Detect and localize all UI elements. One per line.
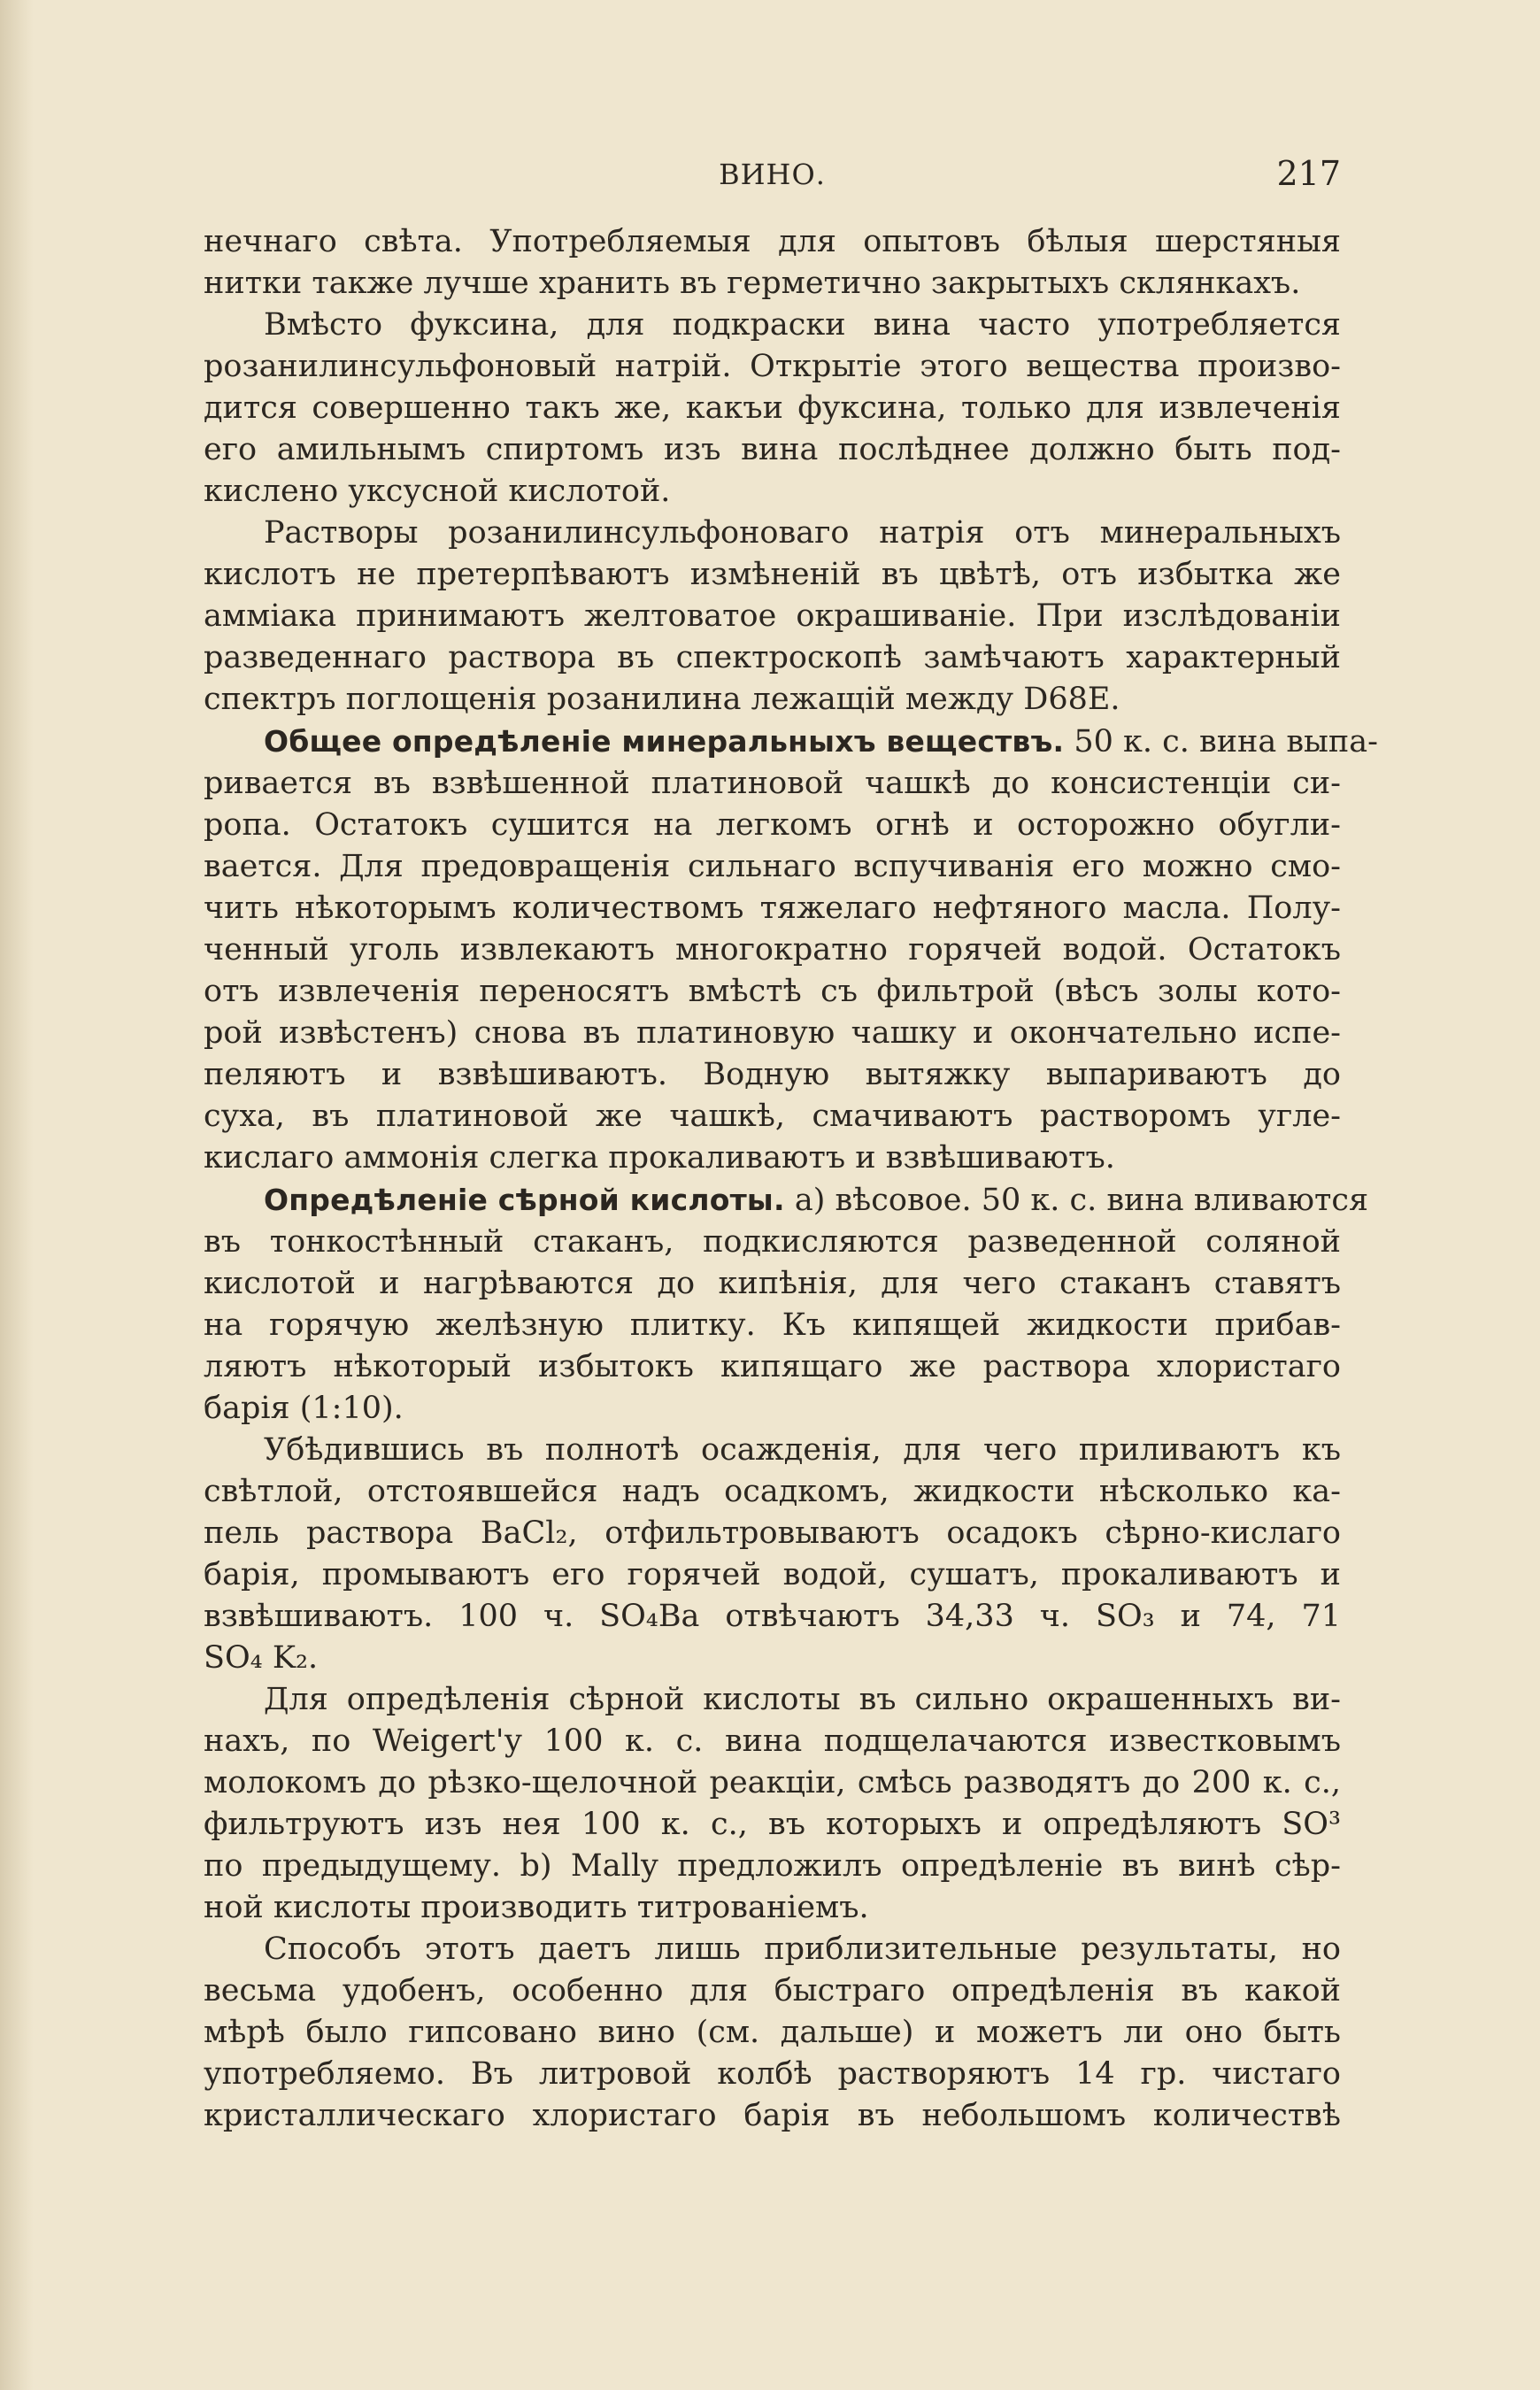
paragraph-line: ной кислоты производить титрованіемъ. <box>204 1890 869 1925</box>
paragraph-line: свѣтлой, отстоявшейся надъ осадкомъ, жидкости нѣсколько ка- <box>204 1474 1341 1509</box>
page-number: 217 <box>1276 154 1341 193</box>
paragraph-line <box>204 1179 1369 1222</box>
paragraph-line: нахъ, по Weigert'у 100 к. с. вина подщелачаются известковымъ <box>204 1723 1341 1759</box>
paragraph <box>204 1929 1341 2137</box>
paragraph-line: ропа. Остатокъ сушится на легкомъ огнѣ и осторожно обугли- <box>204 807 1341 843</box>
paragraph <box>204 1430 1341 1679</box>
paragraph-line: спектръ поглощенія розанилина лежащій между D68E. <box>204 682 1120 717</box>
paragraph-line: пель раствора BaCl₂, отфильтровываютъ осадокъ сѣрно-кислаго <box>204 1515 1341 1551</box>
running-title: ВИНО. <box>719 158 826 191</box>
paragraph <box>204 305 1341 513</box>
paragraph-line: ляютъ нѣкоторый избытокъ кипящаго же раствора хлористаго <box>204 1349 1341 1384</box>
paragraph-line: въ тонкостѣнный стаканъ, подкисляются разведенной соляной <box>204 1224 1341 1260</box>
paragraph-line: ривается въ взвѣшенной платиновой чашкѣ до консистенціи си- <box>204 766 1341 801</box>
paragraph-line: по предыдущему. b) Mally предложилъ опредѣленіе въ винѣ сѣр- <box>204 1848 1341 1884</box>
paragraph-line: Убѣдившись въ полнотѣ осажденія, для чего приливаютъ къ <box>264 1432 1341 1468</box>
page-header <box>204 154 1341 202</box>
paragraph-line: молокомъ до рѣзко-щелочной реакціи, смѣсь разводятъ до 200 к. с., <box>204 1765 1341 1800</box>
paragraph-line: фильтруютъ изъ нея 100 к. с., въ которыхъ и опредѣляютъ SO³ <box>204 1807 1341 1842</box>
paragraph-line: розанилинсульфоновый натрій. Открытіе этого вещества произво- <box>204 349 1341 384</box>
paragraph-line: кислотъ не претерпѣваютъ измѣненій въ цвѣтѣ, отъ избытка же <box>204 557 1341 592</box>
run-in-continuation: 50 к. с. вина выпа- <box>1064 724 1378 759</box>
run-in-heading: Опредѣленіе сѣрной кислоты. <box>264 1183 785 1217</box>
paragraph-line: вается. Для предовращенія сильнаго вспучиванія его можно смо- <box>204 849 1341 884</box>
paragraph-line: взвѣшиваютъ. 100 ч. SO₄Ba отвѣчаютъ 34,33 ч. SO₃ и 74, 71 <box>204 1599 1341 1634</box>
paragraph-line: Растворы розанилинсульфоноваго натрія отъ минеральныхъ <box>264 515 1341 551</box>
paragraph-line: употребляемо. Въ литровой колбѣ растворяютъ 14 гр. чистаго <box>204 2056 1341 2092</box>
run-in-heading: Общее опредѣленіе минеральныхъ веществъ. <box>264 724 1065 759</box>
paragraph-line: нечнаго свѣта. Употребляемыя для опытовъ бѣлыя шерстяныя <box>204 224 1341 259</box>
paragraph-line: Способъ этотъ даетъ лишь приблизительные результаты, но <box>264 1931 1341 1967</box>
paragraph-line: амміака принимаютъ желтоватое окрашиваніе. При изслѣдованіи <box>204 598 1341 634</box>
paragraph-line: мѣрѣ было гипсовано вино (см. дальше) и можетъ ли оно быть <box>204 2015 1341 2050</box>
paragraph-line: кислаго аммонія слегка прокаливаютъ и взвѣшиваютъ. <box>204 1140 1115 1176</box>
paragraph-line: SO₄ K₂. <box>204 1640 319 1676</box>
paragraph-line: Вмѣсто фуксина, для подкраски вина часто употребляется <box>264 307 1341 343</box>
paragraph-line: суха, въ платиновой же чашкѣ, смачиваютъ растворомъ угле- <box>204 1099 1341 1134</box>
paragraph-line <box>204 721 1378 763</box>
paragraph-line: пеляютъ и взвѣшиваютъ. Водную вытяжку выпариваютъ до <box>204 1057 1341 1092</box>
run-in-continuation: а) вѣсовое. 50 к. с. вина вливаются <box>784 1183 1369 1218</box>
paragraph-line: кислено уксусной кислотой. <box>204 474 671 509</box>
paragraph-line: кислотой и нагрѣваются до кипѣнія, для чего стаканъ ставятъ <box>204 1266 1341 1301</box>
paragraph-line: чить нѣкоторымъ количествомъ тяжелаго нефтяного масла. Полу- <box>204 890 1341 926</box>
paragraph-line: барія (1:10). <box>204 1391 404 1426</box>
paragraph-line: барія, промываютъ его горячей водой, сушатъ, прокаливаютъ и <box>204 1557 1341 1592</box>
paragraph-line: Для опредѣленія сѣрной кислоты въ сильно окрашенныхъ ви- <box>264 1682 1341 1717</box>
paragraph-line: отъ извлеченія переносятъ вмѣстѣ съ фильтрой (вѣсъ золы кото- <box>204 974 1341 1009</box>
paragraph-line: ченный уголь извлекаютъ многократно горячей водой. Остатокъ <box>204 932 1341 968</box>
paragraph-line: разведеннаго раствора въ спектроскопѣ замѣчаютъ характерный <box>204 640 1341 675</box>
paragraph-line: его амильнымъ спиртомъ изъ вина послѣднее должно быть под- <box>204 432 1341 467</box>
paragraph-line: нитки также лучше хранить въ герметично закрытыхъ склянкахъ. <box>204 266 1301 301</box>
paragraph <box>204 221 1341 305</box>
paragraph <box>204 721 1378 1179</box>
paragraph <box>204 513 1341 721</box>
body-text <box>204 221 1378 2137</box>
paragraph-line: весьма удобенъ, особенно для быстраго опредѣленія въ какой <box>204 1973 1341 2008</box>
paragraph <box>204 1179 1369 1430</box>
paragraph-line: кристаллическаго хлористаго барія въ небольшомъ количествѣ <box>204 2098 1341 2133</box>
paragraph-line: дится совершенно такъ же, какъи фуксина, только для извлеченія <box>204 390 1341 426</box>
paragraph-line: на горячую желѣзную плитку. Къ кипящей жидкости прибав- <box>204 1307 1341 1343</box>
paragraph <box>204 1679 1341 1929</box>
paragraph-line: рой извѣстенъ) снова въ платиновую чашку и окончательно испе- <box>204 1015 1341 1051</box>
binding-edge <box>0 0 34 2390</box>
